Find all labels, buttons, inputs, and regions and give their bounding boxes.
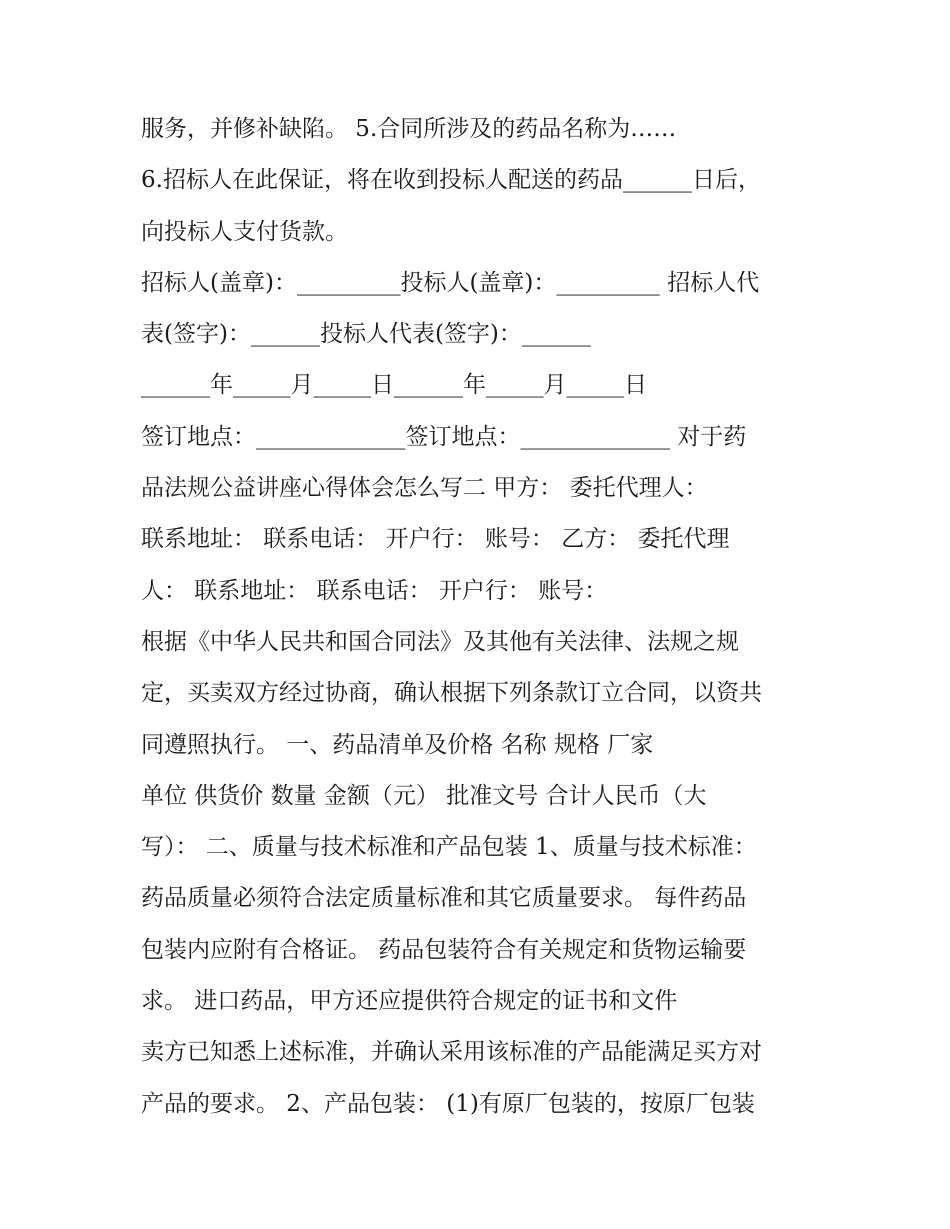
- document-body: [141, 104, 821, 1130]
- text-line: 联系地址： 联系电话： 开户行： 账号： 乙方： 委托代理: [141, 526, 730, 553]
- text-line: 人： 联系地址： 联系电话： 开户行： 账号：: [141, 577, 608, 604]
- text-line: 品法规公益讲座心得体会怎么写二 甲方： 委托代理人：: [141, 475, 708, 502]
- text-line: 招标人(盖章)：_________投标人(盖章)：_________ 招标人代: [141, 269, 760, 296]
- text-line: 定，买卖双方经过协商，确认根据下列条款订立合同，以资共: [141, 680, 762, 707]
- text-line: 包装内应附有合格证。 药品包装符合有关规定和货物运输要: [141, 936, 747, 963]
- text-line: 签订地点：_____________签订地点：_____________ 对于药: [141, 423, 747, 450]
- text-line: 单位 供货价 数量 金额（元） 批准文号 合计人民币（大: [141, 782, 707, 809]
- text-line: 卖方已知悉上述标准，并确认采用该标准的产品能满足买方对: [141, 1039, 762, 1066]
- text-line: 服务，并修补缺陷。 5.合同所涉及的药品名称为……: [141, 116, 677, 142]
- text-line: ______年_____月_____日______年_____月_____日: [141, 372, 647, 399]
- text-line: 产品的要求。 2、产品包装： (1)有原厂包装的，按原厂包装: [141, 1090, 755, 1117]
- text-line: 求。 进口药品，甲方还应提供符合规定的证书和文件: [141, 988, 678, 1015]
- text-line: 根据《中华人民共和国合同法》及其他有关法律、法规之规: [141, 628, 739, 655]
- text-line: 写）： 二、质量与技术标准和产品包装 1、质量与技术标准：: [141, 834, 757, 861]
- text-line: 药品质量必须符合法定质量标准和其它质量要求。 每件药品: [141, 885, 747, 912]
- text-line: 同遵照执行。 一、药品清单及价格 名称 规格 厂家: [141, 731, 654, 758]
- text-line: 表(签字)：______投标人代表(签字)：______: [141, 321, 591, 348]
- text-line: 向投标人支付货款。: [141, 218, 348, 245]
- text-line: 6.招标人在此保证，将在收到投标人配送的药品______日后，: [141, 167, 761, 194]
